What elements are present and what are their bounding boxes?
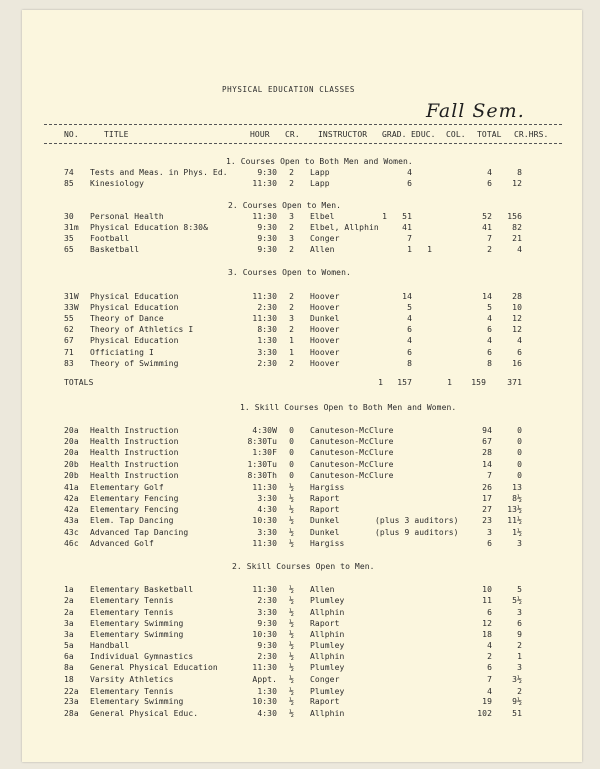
course-number: 3a [64,619,74,628]
course-number: 5a [64,641,74,650]
course-total: 23 [482,516,492,525]
course-number: 31m [64,223,79,232]
course-number: 20a [64,426,79,435]
course-cr-hrs: 13½ [507,505,522,514]
course-total: 4 [487,687,492,696]
course-number: 85 [64,179,74,188]
course-credits: ½ [289,528,294,537]
course-cr-hrs: 3 [517,608,522,617]
course-title: Elementary Basketball [90,585,194,594]
totals-label: TOTALS [64,378,94,387]
course-educ: 4 [407,314,412,323]
course-total: 7 [487,471,492,480]
course-hour: 2:30 [257,652,277,661]
course-total: 6 [487,179,492,188]
course-title: Advanced Tap Dancing [90,528,189,537]
header-cr-hrs: CR.HRS. [514,130,549,139]
course-title: Theory of Swimming [90,359,179,368]
course-hour: 1:30 [257,687,277,696]
course-instructor: Allen [310,585,335,594]
course-instructor: Canuteson-McClure [310,460,394,469]
course-hour: 11:30 [252,212,277,221]
course-cr-hrs: 8½ [512,494,522,503]
course-credits: 0 [289,437,294,446]
course-instructor: Allphin [310,630,345,639]
header-hour: HOUR [250,130,270,139]
course-cr-hrs: 21 [512,234,522,243]
course-number: 71 [64,348,74,357]
course-hour: 4:30W [252,426,277,435]
course-number: 8a [64,663,74,672]
course-instructor: Raport [310,619,340,628]
auditors-note: (plus 9 auditors) [375,528,459,537]
totals-col: 1 [447,378,452,387]
course-total: 14 [482,460,492,469]
course-number: 35 [64,234,74,243]
header-educ: EDUC. [411,130,436,139]
course-hour: 10:30 [252,516,277,525]
course-credits: 2 [289,292,294,301]
course-cr-hrs: 1½ [512,528,522,537]
course-number: 42a [64,494,79,503]
course-instructor: Plumley [310,596,345,605]
course-total: 18 [482,630,492,639]
course-total: 7 [487,234,492,243]
course-number: 46c [64,539,79,548]
course-credits: ½ [289,596,294,605]
course-number: 20b [64,460,79,469]
course-hour: 9:30 [257,619,277,628]
course-number: 41a [64,483,79,492]
course-total: 6 [487,348,492,357]
course-total: 10 [482,585,492,594]
course-number: 43c [64,528,79,537]
course-instructor: Conger [310,234,340,243]
header-grad: GRAD. [382,130,407,139]
course-total: 12 [482,619,492,628]
course-total: 94 [482,426,492,435]
course-number: 43a [64,516,79,525]
course-instructor: Elbel, Allphin [310,223,379,232]
course-number: 28a [64,709,79,718]
course-title: Elementary Tennis [90,608,174,617]
course-title: Theory of Athletics I [90,325,194,334]
course-total: 41 [482,223,492,232]
course-credits: 3 [289,234,294,243]
header-no: NO. [64,130,79,139]
course-cr-hrs: 8 [517,168,522,177]
course-title: Kinesiology [90,179,145,188]
course-number: 6a [64,652,74,661]
course-hour: 2:30 [257,596,277,605]
course-title: Health Instruction [90,460,179,469]
course-instructor: Hoover [310,359,340,368]
auditors-note: (plus 3 auditors) [375,516,459,525]
course-title: Handball [90,641,130,650]
course-cr-hrs: 12 [512,179,522,188]
course-educ: 4 [407,336,412,345]
course-credits: ½ [289,505,294,514]
course-educ: 6 [407,179,412,188]
course-hour: 3:30 [257,608,277,617]
course-instructor: Lapp [310,168,330,177]
course-total: 6 [487,539,492,548]
course-col: 1 [427,245,432,254]
course-title: Elementary Swimming [90,619,184,628]
course-hour: 11:30 [252,585,277,594]
totals-educ: 157 [397,378,412,387]
course-educ: 7 [407,234,412,243]
course-title: Elem. Tap Dancing [90,516,174,525]
course-credits: 3 [289,314,294,323]
course-title: Physical Education 8:30& [90,223,208,232]
course-hour: 9:30 [257,168,277,177]
course-credits: ½ [289,539,294,548]
course-cr-hrs: 0 [517,448,522,457]
course-title: Elementary Fencing [90,494,179,503]
section-heading: 1. Courses Open to Both Men and Women. [226,157,413,166]
course-hour: 1:30 [257,336,277,345]
course-grad: 1 [382,212,387,221]
course-total: 52 [482,212,492,221]
course-hour: 11:30 [252,314,277,323]
course-number: 33W [64,303,79,312]
course-number: 55 [64,314,74,323]
course-instructor: Canuteson-McClure [310,471,394,480]
course-title: General Physical Educ. [90,709,199,718]
course-educ: 4 [407,168,412,177]
course-hour: 8:30Tu [247,437,277,446]
course-credits: ½ [289,687,294,696]
page-title: PHYSICAL EDUCATION CLASSES [222,85,355,94]
course-hour: 3:30 [257,528,277,537]
course-credits: ½ [289,630,294,639]
course-cr-hrs: 5 [517,585,522,594]
course-hour: 11:30 [252,179,277,188]
course-credits: 2 [289,325,294,334]
section-heading: 3. Courses Open to Women. [228,268,351,277]
course-credits: 1 [289,336,294,345]
course-credits: 0 [289,426,294,435]
course-number: 30 [64,212,74,221]
totals-cr-hrs: 371 [507,378,522,387]
course-hour: 11:30 [252,663,277,672]
course-credits: 2 [289,179,294,188]
course-educ: 14 [402,292,412,301]
course-cr-hrs: 9 [517,630,522,639]
course-credits: 0 [289,448,294,457]
course-educ: 1 [407,245,412,254]
course-number: 20a [64,437,79,446]
course-title: Personal Health [90,212,164,221]
course-cr-hrs: 2 [517,641,522,650]
course-cr-hrs: 6 [517,348,522,357]
course-educ: 5 [407,303,412,312]
course-cr-hrs: 9½ [512,697,522,706]
course-title: Health Instruction [90,426,179,435]
course-hour: 1:30Tu [247,460,277,469]
course-hour: 10:30 [252,630,277,639]
course-hour: 10:30 [252,697,277,706]
course-title: Officiating I [90,348,154,357]
course-total: 8 [487,359,492,368]
course-hour: 11:30 [252,483,277,492]
course-credits: ½ [289,494,294,503]
course-credits: ½ [289,608,294,617]
course-cr-hrs: 2 [517,687,522,696]
course-instructor: Canuteson-McClure [310,437,394,446]
course-instructor: Plumley [310,663,345,672]
course-instructor: Dunkel [310,314,340,323]
header-title: TITLE [104,130,129,139]
course-cr-hrs: 0 [517,426,522,435]
course-instructor: Raport [310,494,340,503]
course-title: Individual Gymnastics [90,652,194,661]
course-title: Varsity Athletics [90,675,174,684]
course-cr-hrs: 3½ [512,675,522,684]
course-number: 22a [64,687,79,696]
course-instructor: Elbel [310,212,335,221]
course-instructor: Allphin [310,608,345,617]
course-instructor: Allen [310,245,335,254]
course-educ: 41 [402,223,412,232]
course-cr-hrs: 0 [517,437,522,446]
course-title: Advanced Golf [90,539,154,548]
header-total: TOTAL [477,130,502,139]
course-instructor: Conger [310,675,340,684]
handwritten-note: Fall Sem. [426,100,525,122]
course-credits: ½ [289,585,294,594]
course-cr-hrs: 0 [517,460,522,469]
course-number: 74 [64,168,74,177]
course-credits: 2 [289,168,294,177]
course-educ: 51 [402,212,412,221]
course-instructor: Canuteson-McClure [310,448,394,457]
course-title: Elementary Fencing [90,505,179,514]
course-total: 28 [482,448,492,457]
course-total: 6 [487,608,492,617]
course-number: 31W [64,292,79,301]
course-number: 2a [64,596,74,605]
course-total: 4 [487,168,492,177]
course-total: 67 [482,437,492,446]
course-hour: 2:30 [257,303,277,312]
course-total: 6 [487,663,492,672]
course-total: 4 [487,336,492,345]
course-instructor: Hoover [310,325,340,334]
course-instructor: Canuteson-McClure [310,426,394,435]
course-number: 2a [64,608,74,617]
course-educ: 6 [407,348,412,357]
course-instructor: Allphin [310,652,345,661]
course-number: 1a [64,585,74,594]
course-credits: 1 [289,348,294,357]
course-instructor: Hoover [310,348,340,357]
course-hour: 3:30 [257,494,277,503]
course-total: 11 [482,596,492,605]
course-instructor: Hoover [310,292,340,301]
course-educ: 8 [407,359,412,368]
course-title: Health Instruction [90,437,179,446]
course-total: 3 [487,528,492,537]
course-hour: Appt. [252,675,277,684]
course-hour: 3:30 [257,348,277,357]
course-title: Elementary Tennis [90,596,174,605]
course-credits: 0 [289,471,294,480]
course-title: Football [90,234,130,243]
header-instructor: INSTRUCTOR [318,130,368,139]
course-instructor: Allphin [310,709,345,718]
course-credits: 3 [289,212,294,221]
course-cr-hrs: 13 [512,483,522,492]
course-number: 42a [64,505,79,514]
course-cr-hrs: 10 [512,303,522,312]
course-cr-hrs: 12 [512,314,522,323]
course-total: 14 [482,292,492,301]
course-total: 19 [482,697,492,706]
course-credits: ½ [289,516,294,525]
course-hour: 4:30 [257,709,277,718]
course-instructor: Hargiss [310,483,345,492]
course-hour: 9:30 [257,223,277,232]
course-title: Physical Education [90,303,179,312]
course-total: 26 [482,483,492,492]
course-cr-hrs: 4 [517,336,522,345]
course-cr-hrs: 82 [512,223,522,232]
course-instructor: Plumley [310,641,345,650]
course-total: 102 [477,709,492,718]
course-credits: ½ [289,697,294,706]
totals-grad: 1 [378,378,383,387]
course-total: 5 [487,303,492,312]
course-cr-hrs: 11½ [507,516,522,525]
course-title: Theory of Dance [90,314,164,323]
course-title: Physical Education [90,292,179,301]
course-credits: 2 [289,245,294,254]
course-total: 6 [487,325,492,334]
course-hour: 4:30 [257,505,277,514]
course-number: 20a [64,448,79,457]
course-number: 67 [64,336,74,345]
course-instructor: Hoover [310,336,340,345]
course-title: Elementary Swimming [90,630,184,639]
course-cr-hrs: 28 [512,292,522,301]
course-credits: ½ [289,709,294,718]
course-title: Health Instruction [90,471,179,480]
course-credits: 2 [289,359,294,368]
course-hour: 2:30 [257,359,277,368]
course-instructor: Lapp [310,179,330,188]
header-col: COL. [446,130,466,139]
course-number: 65 [64,245,74,254]
course-credits: 0 [289,460,294,469]
course-cr-hrs: 0 [517,471,522,480]
course-hour: 9:30 [257,234,277,243]
course-cr-hrs: 5½ [512,596,522,605]
course-number: 18 [64,675,74,684]
course-instructor: Raport [310,505,340,514]
course-credits: 2 [289,223,294,232]
course-total: 4 [487,314,492,323]
course-cr-hrs: 3 [517,663,522,672]
course-number: 83 [64,359,74,368]
course-total: 2 [487,652,492,661]
header-bottom-rule [44,143,562,144]
course-cr-hrs: 16 [512,359,522,368]
course-instructor: Dunkel [310,528,340,537]
course-credits: 2 [289,303,294,312]
course-title: Basketball [90,245,140,254]
totals-total: 159 [471,378,486,387]
course-number: 3a [64,630,74,639]
course-title: Elementary Tennis [90,687,174,696]
course-hour: 8:30Th [247,471,277,480]
course-total: 2 [487,245,492,254]
course-hour: 8:30 [257,325,277,334]
course-cr-hrs: 156 [507,212,522,221]
course-number: 62 [64,325,74,334]
course-number: 23a [64,697,79,706]
course-title: Elementary Golf [90,483,164,492]
course-credits: ½ [289,641,294,650]
course-total: 4 [487,641,492,650]
course-hour: 11:30 [252,539,277,548]
section-heading: 2. Skill Courses Open to Men. [232,562,375,571]
course-cr-hrs: 51 [512,709,522,718]
course-hour: 11:30 [252,292,277,301]
course-title: Health Instruction [90,448,179,457]
course-cr-hrs: 6 [517,619,522,628]
course-title: Physical Education [90,336,179,345]
course-hour: 1:30F [252,448,277,457]
course-title: General Physical Education [90,663,218,672]
course-hour: 9:30 [257,641,277,650]
course-total: 7 [487,675,492,684]
course-hour: 9:30 [257,245,277,254]
header-top-rule [44,124,562,125]
course-cr-hrs: 12 [512,325,522,334]
course-number: 20b [64,471,79,480]
course-total: 17 [482,494,492,503]
course-credits: ½ [289,483,294,492]
course-instructor: Raport [310,697,340,706]
course-credits: ½ [289,619,294,628]
course-title: Tests and Meas. in Phys. Ed. [90,168,228,177]
course-instructor: Hoover [310,303,340,312]
section-heading: 2. Courses Open to Men. [228,201,342,210]
course-credits: ½ [289,663,294,672]
course-title: Elementary Swimming [90,697,184,706]
course-educ: 6 [407,325,412,334]
course-instructor: Hargiss [310,539,345,548]
course-total: 27 [482,505,492,514]
course-cr-hrs: 1 [517,652,522,661]
header-cr: CR. [285,130,300,139]
course-instructor: Plumley [310,687,345,696]
course-credits: ½ [289,675,294,684]
section-heading: 1. Skill Courses Open to Both Men and Women. [240,403,457,412]
course-cr-hrs: 3 [517,539,522,548]
course-cr-hrs: 4 [517,245,522,254]
course-instructor: Dunkel [310,516,340,525]
course-credits: ½ [289,652,294,661]
